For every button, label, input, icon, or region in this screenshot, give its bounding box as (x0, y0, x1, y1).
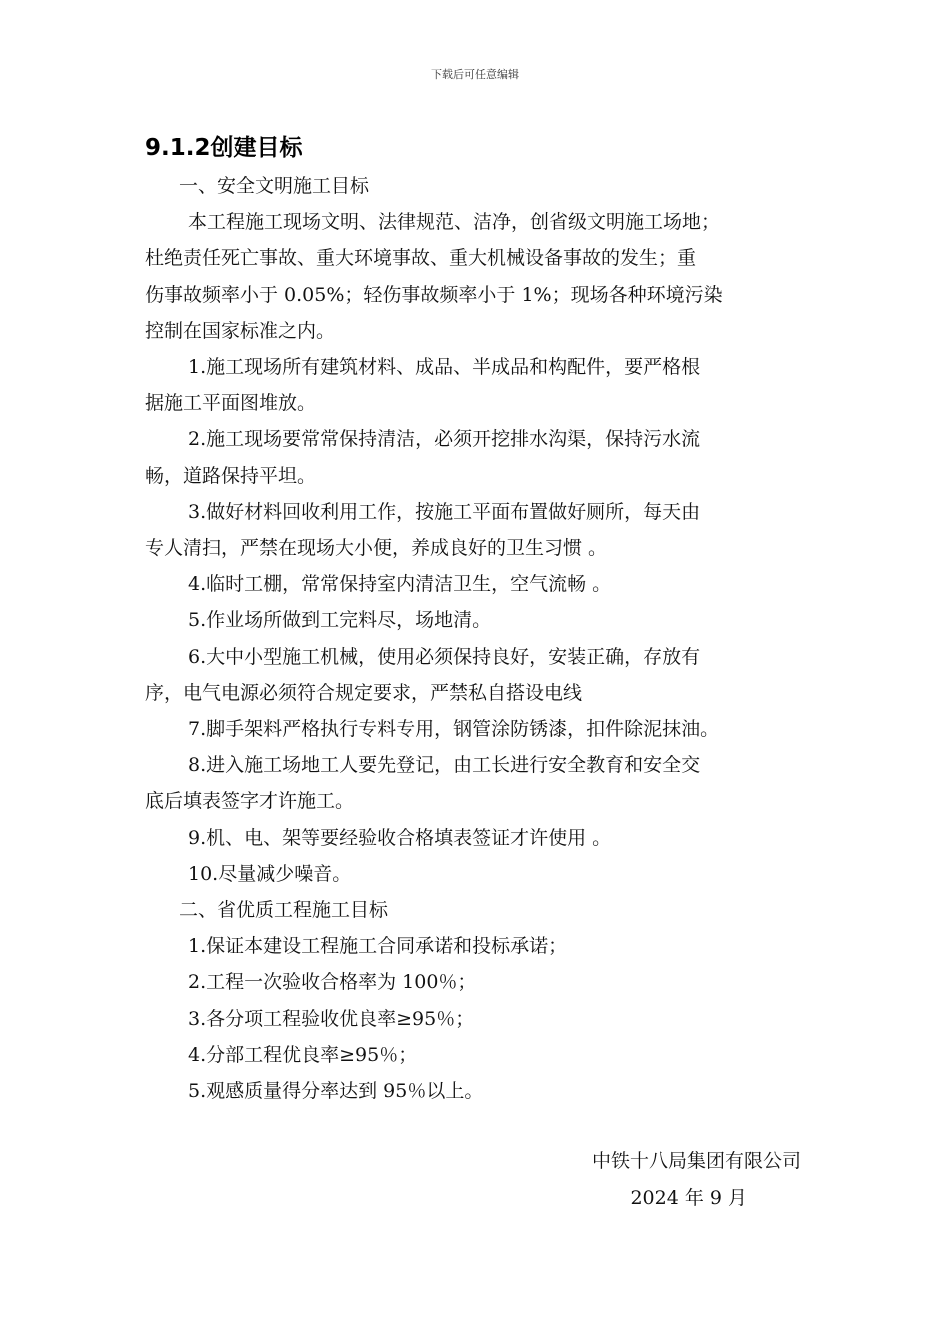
part1-item-line: 据施工平面图堆放。 (145, 392, 317, 415)
part1-item-line: 5.作业场所做到工完料尽，场地清。 (188, 609, 492, 632)
part2-item: 1.保证本建设工程施工合同承诺和投标承诺； (188, 935, 568, 958)
part1-item-line: 10.尽量减少噪音。 (188, 862, 352, 885)
signature-organization: 中铁十八局集团有限公司 (591, 1150, 801, 1172)
part1-item-line: 9.机、电、架等要经验收合格填表签证才许使用 。 (188, 826, 612, 849)
part1-item-line: 4.临时工棚，常常保持室内清洁卫生，空气流畅 。 (188, 573, 612, 596)
part1-item-line: 8.进入施工场地工人要先登记，由工长进行安全教育和安全交 (188, 754, 701, 777)
part2-item: 2.工程一次验收合格率为 100％； (188, 971, 477, 994)
part1-intro-line: 伤事故频率小于 0.05%；轻伤事故频率小于 1%；现场各种环境污染 (145, 283, 723, 306)
part1-item-line: 底后填表签字才许施工。 (145, 790, 355, 813)
part1-item-line: 3.做好材料回收利用工作，按施工平面布置做好厕所，每天由 (188, 500, 701, 523)
part2-item: 3.各分项工程验收优良率≥95％； (188, 1007, 475, 1030)
part1-item-line: 2.施工现场要常常保持清洁，必须开挖排水沟渠，保持污水流 (188, 428, 701, 451)
part1-intro-line: 杜绝责任死亡事故、重大环境事故、重大机械设备事故的发生；重 (145, 247, 697, 270)
part1-item-line: 1.施工现场所有建筑材料、成品、半成品和构配件，要严格根 (188, 356, 701, 379)
part1-intro-line: 本工程施工现场文明、法律规范、洁净，创省级文明施工场地； (188, 211, 721, 234)
part1-item-line: 畅，道路保持平坦。 (145, 464, 317, 487)
part2-item: 4.分部工程优良率≥95％； (188, 1043, 418, 1066)
part1-item-line: 序，电气电源必须符合规定要求，严禁私自搭设电线 (145, 681, 583, 704)
part2-item: 5.观感质量得分率达到 95％以上。 (188, 1080, 484, 1103)
header-note: 下载后可任意编辑 (431, 68, 519, 81)
part1-item-line: 7.脚手架料严格执行专料专用，钢管涂防锈漆，扣件除泥抹油。 (188, 718, 720, 741)
part1-intro-line: 控制在国家标准之内。 (145, 319, 336, 342)
section-title: 9.1.2创建目标 (145, 135, 303, 161)
signature-date: 2024 年 9 月 (630, 1187, 747, 1209)
document-body (145, 128, 810, 1109)
part1-item-line: 6.大中小型施工机械，使用必须保持良好，安装正确，存放有 (188, 645, 701, 668)
part2-heading: 二、省优质工程施工目标 (179, 899, 389, 922)
part1-item-line: 专人清扫，严禁在现场大小便，养成良好的卫生习惯 。 (145, 537, 608, 560)
part1-heading: 一、安全文明施工目标 (179, 175, 370, 197)
